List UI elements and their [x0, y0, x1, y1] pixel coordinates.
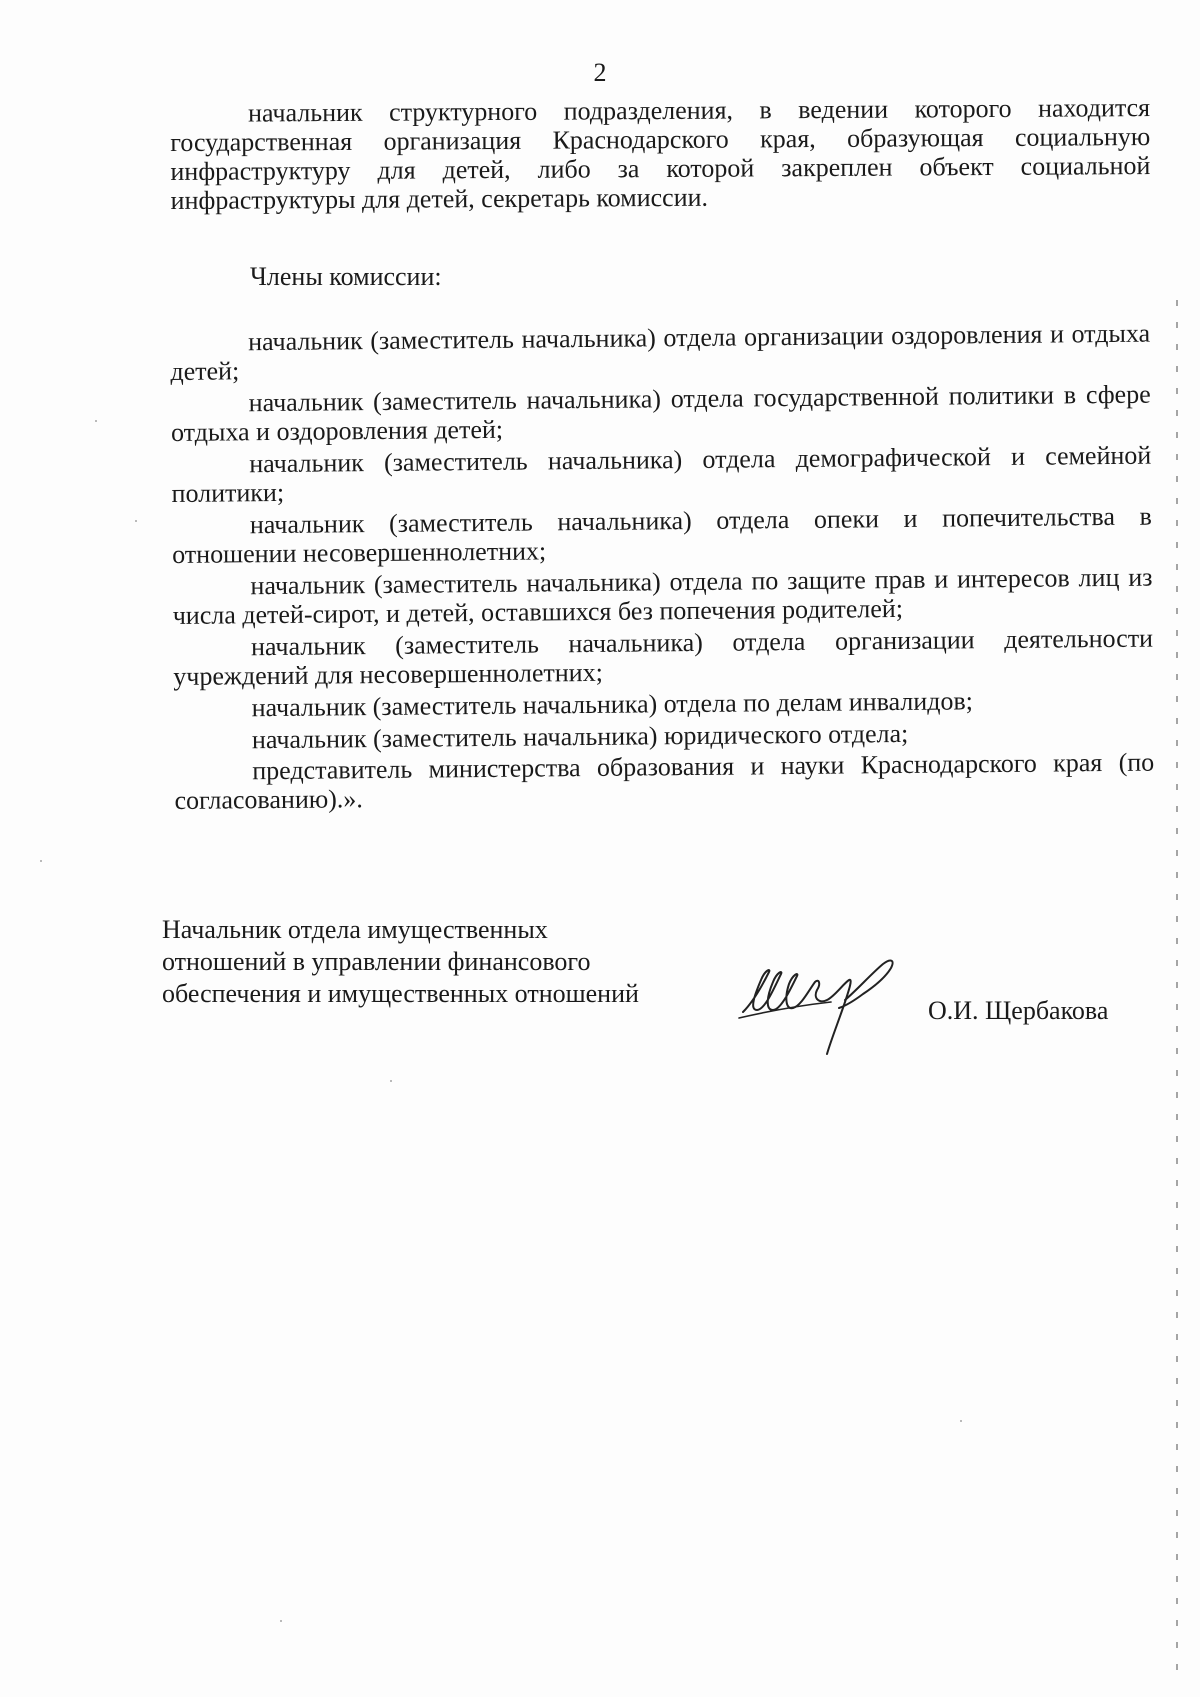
scan-dot-artifact [390, 1080, 392, 1082]
members-heading: Члены комиссии: [250, 262, 442, 291]
intro-paragraph-block [170, 93, 1151, 215]
intro-paragraph: начальник структурного подразделения, в ведении которого находится государственная организация Краснодарского края, образующая социальную инфраструктуру для детей, либо за которой закреплен объект социальной инфраструктуры для детей, секретарь комиссии. [170, 93, 1151, 215]
member-item: начальник (заместитель начальника) отдела опеки и попечительства в отношении несовершеннолетних; [172, 501, 1152, 569]
member-item: начальник (заместитель начальника) отдела организации деятельности учреждений для несовершеннолетних; [173, 623, 1154, 691]
scan-edge-artifact [1176, 300, 1178, 1680]
signatory-position-line: обеспечения и имущественных отношений [162, 979, 639, 1008]
signatory-position [162, 914, 639, 1010]
signatory-position-line: отношений в управлении финансового [162, 947, 591, 976]
scan-dot-artifact [280, 1620, 282, 1622]
member-item: начальник (заместитель начальника) отдела по защите прав и интересов лиц из числа детей-сирот, и детей, оставшихся без попечения родителей; [172, 562, 1153, 630]
signatory-name: О.И. Щербакова [928, 996, 1109, 1025]
member-item: начальник (заместитель начальника) отдела демографической и семейной политики; [171, 440, 1152, 508]
scan-dot-artifact [960, 1420, 962, 1422]
member-item: начальник (заместитель начальника) отдела государственной политики в сфере отдыха и оздоровления детей; [170, 379, 1151, 447]
members-list [170, 319, 1155, 817]
signatory-position-line: Начальник отдела имущественных [162, 915, 548, 944]
scan-dot-artifact [95, 420, 97, 422]
page-number: 2 [593, 58, 607, 87]
scan-dot-artifact [40, 860, 42, 862]
member-item: представитель министерства образования и науки Краснодарского края (по согласованию).». [174, 747, 1155, 815]
scan-dot-artifact [135, 520, 137, 522]
member-item: начальник (заместитель начальника) отдела по делам инвалидов; [251, 686, 974, 723]
member-item: начальник (заместитель начальника) отдела организации оздоровления и отдыха детей; [170, 318, 1151, 386]
handwritten-signature [735, 950, 925, 1060]
member-item: начальник (заместитель начальника) юридического отдела; [251, 718, 909, 755]
